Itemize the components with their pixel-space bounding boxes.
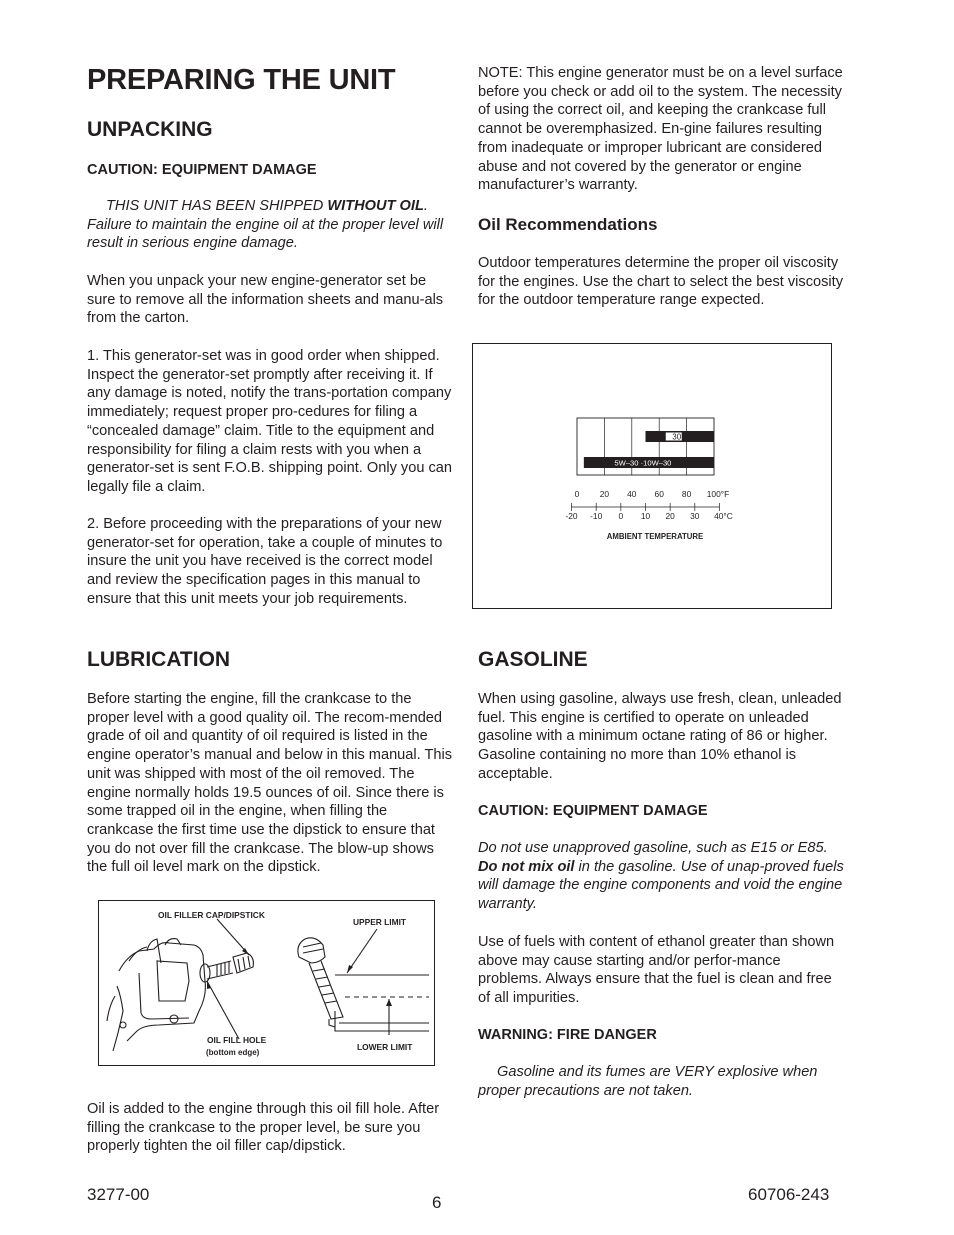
chart-tick-label-c: 10 (640, 511, 651, 521)
engine-detail (139, 973, 189, 1019)
label-oil-filler-cap: OIL FILLER CAP/DIPSTICK (158, 910, 265, 920)
lubrication-paragraph-1: Before starting the engine, fill the crankcase to the proper level with a good quality oil. The recom-mended grade of oil and quantity of oil required is listed in the engine operator’s manual and below in this manual. This unit was shipped with most of the oil removed. The engine normally holds 19.5 ounces of oil. Since there is some trapped oil in the engine, when filling the crankcase the first time use the dipstick to ensure that you do not over fill the crankcase. The blow-up shows the full oil level mark on the dipstick. (87, 691, 453, 876)
dipstick-cap (233, 953, 253, 973)
footer-page-number: 6 (432, 1193, 442, 1212)
engine-detail (147, 939, 161, 963)
level-surface-note: NOTE: This engine generator must be on a level surface before you check or add oil to the system. The necessity of using the correct oil, and keeping the crankcase full cannot be overemphasized. En-gine failures resulting from inadequate or improper lubricant are considered abuse and not covered by the generator or engine manufacturer’s warranty. (478, 65, 843, 194)
chart-bar-label: 30 (672, 432, 682, 442)
caution-text-post: . Failure to maintain the engine oil at the proper level will result in serious engine damage. (87, 198, 444, 252)
label-bottom-edge: (bottom edge) (206, 1048, 260, 1057)
unpacking-paragraph-1: When you unpack your new engine-generator set be sure to remove all the information sheets and manu-als from the carton. (87, 273, 444, 327)
chart-tick-label-f: 20 (599, 489, 610, 499)
chart-tick-label-f: 100°F (706, 489, 730, 499)
blowup-detail (329, 1019, 335, 1027)
blowup-cap (298, 938, 325, 963)
gasoline-paragraph-1: When using gasoline, always use fresh, clean, unleaded fuel. This engine is certified to operate on unleaded gasoline with a minimum octane rating of 86 or higher. Gasoline containing no more than 10% ethanol is acceptable. (478, 691, 842, 782)
chart-tick-label-c: -10 (590, 511, 603, 521)
chart-tick-label-c: 30 (690, 511, 700, 521)
engine-detail (129, 947, 147, 961)
oil-recommendations-heading: Oil Recommendations (478, 215, 658, 234)
blowup-dipstick-hatch (313, 969, 337, 1003)
gasoline-paragraph-2: Use of fuels with content of ethanol greater than shown above may cause starting and/or perfor-mance problems. Always ensure that the fuel is clean and free of all impurities. (478, 934, 835, 1007)
arrowhead-lower (386, 999, 392, 1006)
gasoline-caution-label: CAUTION: EQUIPMENT DAMAGE (478, 803, 708, 819)
footer-doc-number: 3277-00 (87, 1185, 150, 1204)
blowup-dipstick (309, 961, 343, 1019)
viscosity-chart-svg (473, 344, 831, 608)
oil-recommendations-paragraph: Outdoor temperatures determine the proper oil viscosity for the engines. Use the chart to select the best viscosity for the outdoor temperature range expected. (478, 255, 844, 309)
lubrication-heading: LUBRICATION (87, 648, 231, 671)
gasoline-warning-label: WARNING: FIRE DANGER (478, 1027, 657, 1043)
engine-detail (113, 986, 123, 1051)
blowup-crankcase (335, 1011, 429, 1031)
chart-tick-label-f: 60 (654, 489, 664, 499)
leader-hole (207, 981, 239, 1039)
label-lower-limit: LOWER LIMIT (357, 1042, 413, 1052)
caution-text-bold: WITHOUT OIL (327, 198, 424, 214)
oil-viscosity-chart (472, 343, 832, 609)
oil-fill-illustration (99, 901, 434, 1065)
chart-tick-label-c: 20 (665, 511, 675, 521)
label-oil-fill-hole: OIL FILL HOLE (207, 1035, 267, 1045)
page-title: PREPARING THE UNIT (87, 64, 396, 96)
chart-tick-label-f: 40 (627, 489, 637, 499)
unpacking-paragraph-3: 2. Before proceeding with the preparations of your new generator-set for operation, take a couple of minutes to insure the unit you have received is the correct model and review the specification pages in this manual to ensure that this unit meets your job requirements. (87, 516, 443, 607)
gasoline-warning-text: Gasoline and its fumes are VERY explosive when proper precautions are not taken. (478, 1064, 818, 1099)
engine-detail (157, 961, 189, 1001)
arrowhead-hole (207, 981, 211, 989)
unpacking-heading: UNPACKING (87, 118, 213, 141)
chart-tick-label-c: 40°C (714, 511, 733, 521)
unpacking-paragraph-2: 1. This generator-set was in good order when shipped. Inspect the generator-set promptly after receiving it. If any damage is noted, notify the trans-portation company immediately; request proper pro-cedures for filing a “concealed damage” claim. Title to the equipment and responsibility for filing a claim rests with you when a generator-set is sent F.O.B. shipping point. Only you can legally file a claim. (87, 348, 453, 495)
gas-caution-post: in the gasoline. Use of unap-proved fuels will damage the engine components and void the engine warranty. (478, 858, 844, 913)
footer-part-number: 60706-243 (748, 1185, 830, 1204)
caution-text-pre: THIS UNIT HAS BEEN SHIPPED (106, 198, 328, 214)
gas-caution-pre: Do not use unapproved gasoline, such as E15 or E85. (478, 840, 828, 856)
unpacking-caution-text (87, 197, 453, 253)
chart-x-axis-label: AMBIENT TEMPERATURE (606, 532, 704, 541)
chart-tick-label-c: 0 (618, 511, 624, 521)
unpacking-caution-label: CAUTION: EQUIPMENT DAMAGE (87, 162, 317, 178)
chart-tick-label-c: -20 (565, 511, 578, 521)
engine-detail (107, 996, 115, 1021)
blowup-cap-grip (303, 943, 323, 953)
lubrication-paragraph-2: Oil is added to the engine through this oil fill hole. After filling the crankcase to the proper level, be sure you properly tighten the oil filler cap/dipstick. (87, 1101, 440, 1155)
chart-tick-label-f: 80 (681, 489, 692, 499)
chart-tick-label-f: 0 (574, 489, 580, 499)
gas-caution-bold: Do not mix oil (478, 858, 575, 875)
gasoline-caution-text (478, 839, 846, 914)
gasoline-heading: GASOLINE (478, 648, 588, 671)
chart-bar-label: 5W–30 ·10W–30 (614, 458, 672, 468)
oil-fill-diagram (98, 900, 435, 1066)
engine-bolt (120, 1022, 126, 1028)
label-upper-limit: UPPER LIMIT (353, 917, 407, 927)
